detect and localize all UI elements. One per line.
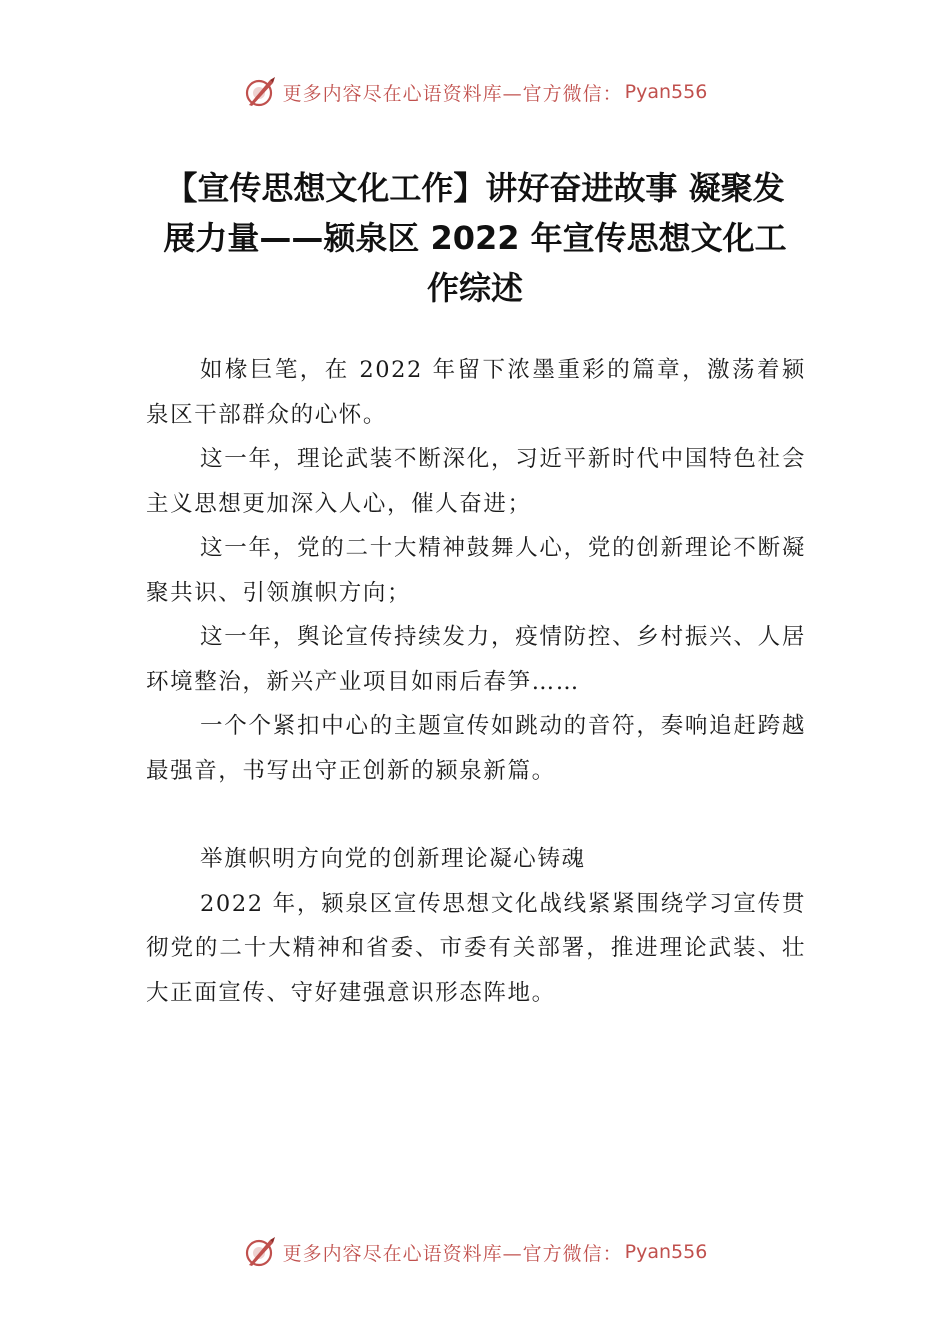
body-paragraph: 一个个紧扣中心的主题宣传如跳动的音符，奏响追赶跨越最强音，书写出守正创新的颍泉新篇。 [146, 713, 806, 784]
document-body [146, 348, 806, 1015]
body-paragraph: 如椽巨笔，在 2022 年留下浓墨重彩的篇章，激荡着颍泉区干部群众的心怀。 [146, 357, 806, 428]
banner-wechat-id: Pyan556 [624, 1241, 708, 1263]
document-title: 【宣传思想文化工作】讲好奋进故事 凝聚发展力量——颍泉区 2022 年宣传思想文化工作综述 [163, 169, 787, 307]
header-banner [0, 70, 950, 114]
paragraph-spacer [146, 793, 806, 837]
body-paragraph: 这一年，理论武装不断深化，习近平新时代中国特色社会主义思想更加深入人心，催人奋进； [146, 446, 806, 517]
pen-circle-logo-icon [243, 75, 277, 109]
section-paragraph: 2022 年，颍泉区宣传思想文化战线紧紧围绕学习宣传贯彻党的二十大精神和省委、市委有关部署，推进理论武装、壮大正面宣传、守好建强意识形态阵地。 [146, 890, 806, 1006]
body-paragraph: 这一年，党的二十大精神鼓舞人心，党的创新理论不断凝聚共识、引领旗帜方向； [146, 535, 806, 606]
banner-text: 更多内容尽在心语资料库—官方微信： [282, 82, 623, 105]
banner-wechat-id: Pyan556 [624, 81, 708, 103]
footer-banner [0, 1230, 950, 1274]
pen-circle-logo-icon [243, 1235, 277, 1269]
body-paragraph: 这一年，舆论宣传持续发力，疫情防控、乡村振兴、人居环境整治，新兴产业项目如雨后春笋…… [146, 624, 806, 695]
banner-text: 更多内容尽在心语资料库—官方微信： [282, 1242, 623, 1265]
section-heading: 举旗帜明方向党的创新理论凝心铸魂 [200, 846, 586, 872]
